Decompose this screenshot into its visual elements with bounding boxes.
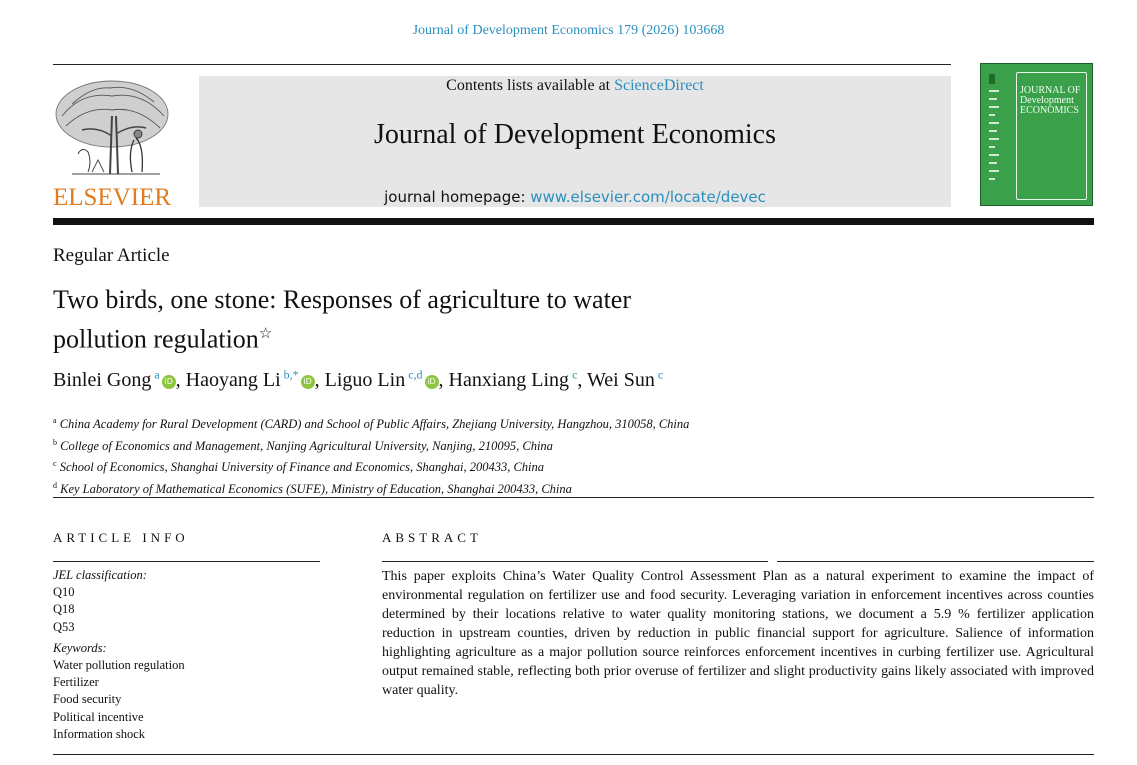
author-separator: , xyxy=(314,369,325,391)
author-name[interactable]: Haoyang Li xyxy=(185,369,281,391)
keyword-item: Fertilizer xyxy=(53,675,99,690)
elsevier-wordmark: ELSEVIER xyxy=(53,184,172,211)
keyword-item: Political incentive xyxy=(53,709,144,724)
cover-title-line: JOURNAL OF xyxy=(1020,85,1081,96)
affiliation-item xyxy=(53,412,689,434)
keyword-item: Food security xyxy=(53,692,122,707)
article-type: Regular Article xyxy=(53,245,170,266)
author-affiliation-marker[interactable]: c xyxy=(569,367,578,382)
journal-title: Journal of Development Economics xyxy=(373,119,776,150)
keyword-item: Water pollution regulation xyxy=(53,658,185,673)
affiliation-item xyxy=(53,455,689,477)
author-separator: , xyxy=(438,369,449,391)
affiliation-text: School of Economics, Shanghai University of Finance and Economics, Shanghai, 200433, China xyxy=(56,460,545,475)
affiliation-key: b xyxy=(53,437,57,447)
orcid-icon[interactable]: iD xyxy=(162,375,176,389)
author-separator: , xyxy=(577,369,588,391)
orcid-icon[interactable]: iD xyxy=(425,375,439,389)
jel-code: Q10 xyxy=(53,585,75,600)
affiliation-text: China Academy for Rural Development (CARD) and School of Public Affairs, Zhejiang University, Hangzhou, 310058, China xyxy=(56,417,690,432)
orcid-icon[interactable]: iD xyxy=(301,375,315,389)
affiliation-key: a xyxy=(53,416,57,425)
header-thick-rule xyxy=(53,218,1094,225)
article-title-line2: pollution regulation xyxy=(53,324,259,354)
article-title xyxy=(53,282,813,357)
author-list xyxy=(53,369,663,392)
article-info-heading: ARTICLE INFO xyxy=(53,530,189,545)
sciencedirect-link[interactable]: ScienceDirect xyxy=(614,77,704,94)
jel-code-list xyxy=(53,584,320,636)
divider xyxy=(777,561,1094,562)
author-affiliation-marker[interactable]: a xyxy=(151,367,160,382)
journal-citation[interactable]: Journal of Development Economics 179 (2026) 103668 xyxy=(412,23,725,38)
affiliation-key: d xyxy=(53,480,57,490)
keywords-label: Keywords: xyxy=(53,640,107,655)
author-name[interactable]: Binlei Gong xyxy=(53,369,152,391)
abstract-heading: ABSTRACT xyxy=(382,530,482,545)
cover-spine-decoration xyxy=(987,70,1003,201)
author-separator: , xyxy=(175,369,186,391)
journal-masthead xyxy=(199,76,951,207)
author-affiliation-marker[interactable]: b,* xyxy=(280,367,299,382)
author-affiliation-marker[interactable]: c xyxy=(654,367,664,382)
affiliation-text: College of Economics and Management, Nanjing Agricultural University, Nanjing, 210095, China xyxy=(57,438,553,453)
affiliation-item xyxy=(53,434,689,456)
article-info-block xyxy=(53,567,320,743)
article-title-line xyxy=(53,317,813,357)
title-footnote-star[interactable]: ☆ xyxy=(258,326,273,342)
affiliation-item xyxy=(53,477,689,499)
jel-code: Q53 xyxy=(53,619,75,634)
keyword-list xyxy=(53,657,320,743)
cover-title-line: Development xyxy=(1020,95,1074,106)
jel-label: JEL classification: xyxy=(53,568,147,582)
article-title-line: Two birds, one stone: Responses of agriculture to water xyxy=(53,285,631,314)
divider xyxy=(53,754,1094,755)
author-name[interactable]: Wei Sun xyxy=(587,369,655,391)
abstract-text: This paper exploits China’s Water Quality Control Assessment Plan as a natural experiment to examine the impact of environmental regulation on fertilizer use and food security. Leveraging variation in enforcement incentives across counties determined by their locations relative to water quality monitoring stations, we document a 5.9 % fertilizer application reduction in upstream counties, driven by reduction in public financial support for agriculture. Salience of information highlighting agriculture as a major pollution source reinforces enforcement incentives in curbing fertilizer use. Agricultural output remained stable, reflecting both prior overuse of fertilizer and slight productivity gains likely associated with improved water quality. xyxy=(382,569,1094,698)
journal-cover-thumbnail[interactable] xyxy=(980,63,1093,206)
author-name[interactable]: Liguo Lin xyxy=(324,369,406,391)
affiliation-key: c xyxy=(53,459,57,469)
divider xyxy=(53,561,320,562)
divider xyxy=(53,497,1094,498)
homepage-prefix: journal homepage: xyxy=(384,188,531,206)
author-affiliation-marker[interactable]: c,d xyxy=(405,367,423,382)
divider xyxy=(382,561,768,562)
divider xyxy=(53,64,951,65)
affiliation-list xyxy=(53,412,689,499)
cover-title xyxy=(1020,86,1086,116)
jel-code: Q18 xyxy=(53,602,75,617)
cover-title-line: ECONOMICS xyxy=(1020,105,1079,116)
contents-prefix: Contents lists available at xyxy=(446,77,615,94)
affiliation-text: Key Laboratory of Mathematical Economics (SUFE), Ministry of Education, Shanghai 200433, China xyxy=(57,482,572,497)
contents-line xyxy=(199,77,951,95)
keyword-item: Information shock xyxy=(53,726,145,741)
author-name[interactable]: Hanxiang Ling xyxy=(448,369,570,391)
homepage-line xyxy=(199,188,951,206)
homepage-link[interactable]: www.elsevier.com/locate/devec xyxy=(530,188,766,206)
